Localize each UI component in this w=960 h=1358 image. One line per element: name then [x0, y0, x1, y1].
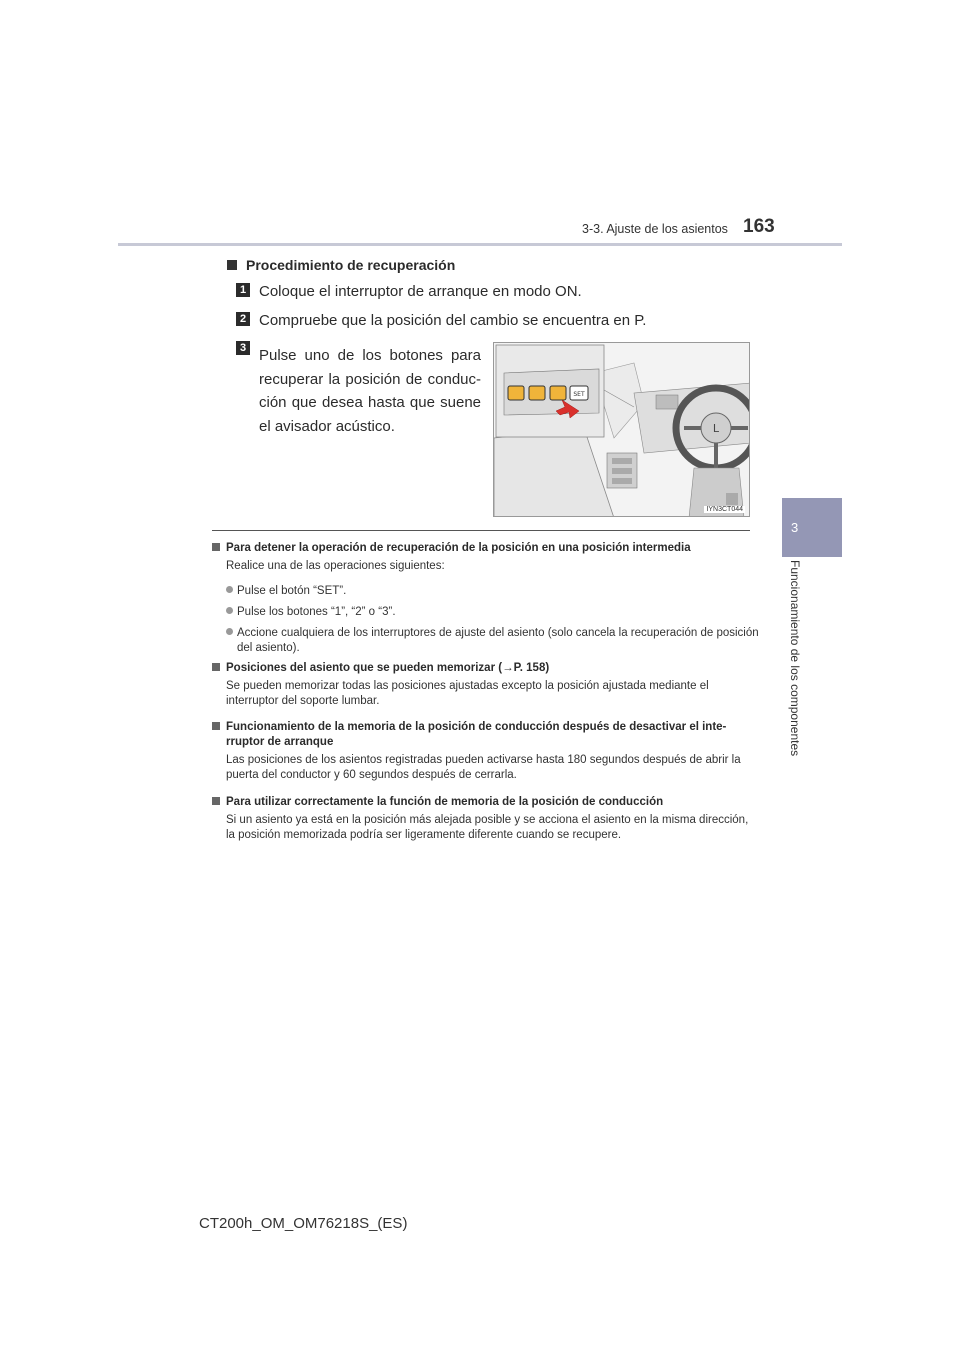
running-header-section: 3-3. Ajuste de los asientos [582, 222, 728, 236]
note-title [212, 541, 752, 556]
note-body: Si un asiento ya está en la posición más alejada posible y se acciona el asiento en la misma dirección, la posición memorizada podría ser ligeramente diferente cuando se recupere. [226, 814, 749, 841]
dot-bullet-icon [226, 607, 233, 614]
note-4 [212, 795, 752, 843]
set-button-label: SET [573, 391, 585, 398]
note-body: Las posiciones de los asientos registradas pueden activarse hasta 180 segundos después de abrir la puerta del conductor y 60 segundos después de cerrarla. [226, 754, 741, 781]
note-body: Realice una de las operaciones siguientes: [226, 560, 445, 572]
step-number-2: 2 [236, 312, 250, 326]
note-title-text: Posiciones del asiento que se pueden memorizar (→P. 158) [226, 662, 550, 674]
memory-buttons-illustration [493, 342, 750, 517]
dot-bullet-icon [226, 628, 233, 635]
square-bullet-icon [212, 663, 220, 671]
figure-code: IYN3CT044 [706, 506, 743, 513]
square-bullet-icon [212, 722, 220, 730]
step-number-1: 1 [236, 283, 250, 297]
section-title-text: Procedimiento de recuperación [246, 257, 456, 273]
note-title-text: Para detener la operación de recuperación de la posición en una posición intermedia [226, 542, 691, 554]
square-bullet-icon [212, 543, 220, 551]
bullet-text: Accione cualquiera de los interruptores de ajuste del asiento (solo cancela la recuperación de posición del asiento). [237, 627, 759, 654]
step-number-3: 3 [236, 341, 250, 355]
bullet-text: Pulse el botón “SET”. [237, 585, 347, 597]
bullet-text: Pulse los botones “1”, “2” o “3”. [237, 606, 396, 618]
footer-document-code: CT200h_OM_OM76218S_(ES) [199, 1215, 408, 1232]
car-interior-drawing [494, 343, 750, 517]
step-text-2: Compruebe que la posición del cambio se encuentra en P. [259, 312, 647, 329]
bullet-item-2 [226, 605, 752, 620]
note-body: Se pueden memorizar todas las posiciones ajustadas excepto la posición ajustada mediante el interruptor del soporte lumbar. [226, 680, 709, 707]
square-bullet-icon [227, 260, 237, 270]
note-1 [212, 541, 752, 574]
dot-bullet-icon [226, 586, 233, 593]
section-title [227, 257, 455, 273]
square-bullet-icon [212, 797, 220, 805]
note-title-text: Para utilizar correctamente la función de memoria de la posición de conducción [226, 796, 664, 808]
note-title [212, 795, 752, 810]
notes-divider [212, 530, 750, 531]
bullet-item-1 [226, 584, 752, 599]
step-text-1: Coloque el interruptor de arranque en modo ON. [259, 283, 582, 300]
note-title [212, 661, 752, 676]
chapter-number: 3 [791, 520, 799, 535]
chapter-label-container [786, 560, 806, 790]
note-2 [212, 661, 752, 709]
page-number: 163 [743, 216, 775, 237]
svg-text:L: L [712, 422, 720, 435]
step-text-3: Pulse uno de los botones para recuperar la posición de conduc-ción que desea hasta que suene el avisador acústico. [259, 347, 481, 435]
header-rule [118, 243, 842, 246]
chapter-label: Funcionamiento de los componentes [788, 560, 802, 757]
bullet-item-3 [226, 626, 763, 656]
note-3 [212, 720, 752, 783]
note-title-text: Funcionamiento de la memoria de la posición de conducción después de desactivar el inte-rruptor de arranque [226, 721, 727, 748]
note-title [212, 720, 752, 750]
